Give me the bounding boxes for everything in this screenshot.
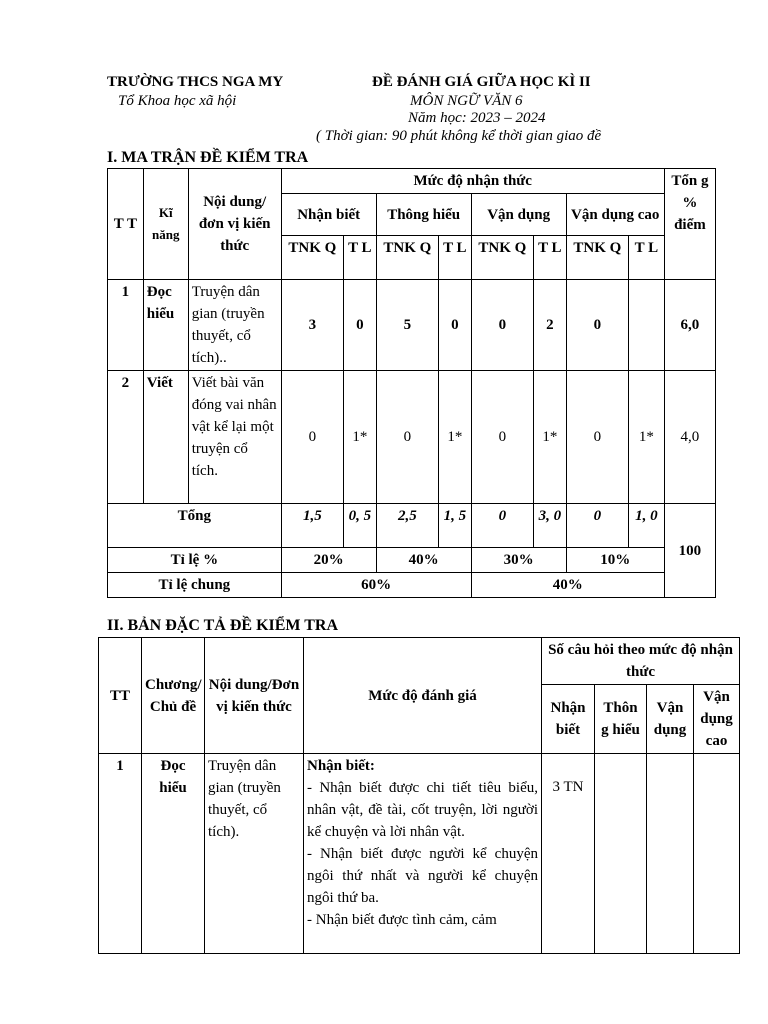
matrix-header-content: Nội dung/đơn vị kiến thức (188, 169, 281, 280)
matrix-general-row (108, 573, 716, 598)
matrix-cell: 1* (343, 371, 376, 504)
matrix-grand-total: 100 (664, 504, 715, 598)
matrix-header-total: Tổn g % điểm (664, 169, 715, 280)
spec-row-tt: 1 (99, 754, 142, 954)
spec-row-assessment (304, 754, 542, 954)
matrix-sum-cell: 1, 0 (628, 504, 664, 548)
matrix-row-tt: 2 (108, 371, 144, 504)
spec-header-chapter: Chương/ Chủ đề (142, 638, 205, 754)
matrix-sum-cell: 0 (471, 504, 533, 548)
department-name: Tổ Khoa học xã hội (118, 93, 237, 109)
spec-header-recognize: Nhận biết (542, 685, 595, 754)
matrix-cell: 0 (471, 280, 533, 371)
spec-row-apply (647, 754, 694, 954)
spec-row-chapter: Đọc hiểu (142, 754, 205, 954)
spec-row-understand (595, 754, 647, 954)
matrix-header-understand: Thông hiểu (376, 194, 471, 236)
matrix-header-apply: Vận dụng (471, 194, 566, 236)
section-2-title: II. BẢN ĐẶC TẢ ĐỀ KIỂM TRA (107, 617, 338, 634)
matrix-cell: 1* (628, 371, 664, 504)
matrix-sum-cell: 0 (566, 504, 628, 548)
school-name: TRƯỜNG THCS NGA MY (107, 74, 284, 90)
spec-row (99, 754, 740, 954)
matrix-sum-row (108, 504, 716, 548)
matrix-cell: 2 (533, 280, 566, 371)
matrix-cell: 0 (566, 280, 628, 371)
matrix-row-skill: Đọc hiểu (143, 280, 188, 371)
assessment-line: - Nhận biết được tình cảm, cảm (307, 912, 497, 928)
section-1-title: I. MA TRẬN ĐỀ KIỂM TRA (107, 149, 309, 166)
spec-header-question-count: Số câu hỏi theo mức độ nhận thức (542, 638, 740, 685)
matrix-header-tnkq: TNK Q (471, 236, 533, 280)
matrix-ratio-label: Tỉ lệ % (108, 548, 282, 573)
spec-header-apply-high: Vận dụng cao (694, 685, 740, 754)
matrix-sum-cell: 1,5 (281, 504, 343, 548)
matrix-row-content: Truyện dân gian (truyền thuyết, cổ tích).. (188, 280, 281, 371)
matrix-row-total: 4,0 (664, 371, 715, 504)
spec-header-apply: Vận dụng (647, 685, 694, 754)
exam-time: ( Thời gian: 90 phút không kể thời gian giao đề (316, 128, 602, 144)
matrix-row (108, 371, 716, 504)
matrix-cell: 0 (471, 371, 533, 504)
spec-row-content: Truyện dân gian (truyền thuyết, cổ tích). (205, 754, 304, 954)
matrix-sum-cell: 2,5 (376, 504, 438, 548)
matrix-header-skill: Kĩ năng (143, 169, 188, 280)
matrix-cell (628, 280, 664, 371)
spec-header-tt: TT (99, 638, 142, 754)
matrix-cell: 1* (438, 371, 471, 504)
matrix-header-tl: T L (438, 236, 471, 280)
matrix-header-tl: T L (533, 236, 566, 280)
matrix-header-recognize: Nhận biết (281, 194, 376, 236)
matrix-header-apply-high: Vận dụng cao (566, 194, 664, 236)
matrix-cell: 0 (376, 371, 438, 504)
matrix-row-content: Viết bài văn đóng vai nhân vật kể lại một truyện cổ tích. (188, 371, 281, 504)
spec-header-content: Nội dung/Đơn vị kiến thức (205, 638, 304, 754)
matrix-row-skill: Viết (143, 371, 188, 504)
matrix-header-level: Mức độ nhận thức (281, 169, 664, 194)
matrix-ratio-cell: 30% (471, 548, 566, 573)
spec-row-apply-high (694, 754, 740, 954)
matrix-header-tnkq: TNK Q (566, 236, 628, 280)
matrix-ratio-cell: 20% (281, 548, 376, 573)
matrix-header-tl: T L (343, 236, 376, 280)
matrix-header-tnkq: TNK Q (281, 236, 343, 280)
matrix-header-tnkq: TNK Q (376, 236, 438, 280)
matrix-cell: 0 (438, 280, 471, 371)
exam-title: ĐỀ ĐÁNH GIÁ GIỮA HỌC KÌ II (372, 74, 591, 90)
assessment-title: Nhận biết: (307, 758, 375, 774)
matrix-general-label: Tỉ lệ chung (108, 573, 282, 598)
specification-table (98, 637, 740, 954)
matrix-cell: 1* (533, 371, 566, 504)
matrix-sum-cell: 0, 5 (343, 504, 376, 548)
matrix-sum-cell: 3, 0 (533, 504, 566, 548)
matrix-general-cell: 60% (281, 573, 471, 598)
matrix-ratio-cell: 10% (566, 548, 664, 573)
matrix-header-tt: T T (108, 169, 144, 280)
matrix-row-total: 6,0 (664, 280, 715, 371)
assessment-line: - Nhận biết được chi tiết tiêu biểu, nhân vật, đề tài, cốt truyện, lời người kể chuyện và lời nhân vật. (307, 780, 538, 840)
matrix-cell: 5 (376, 280, 438, 371)
matrix-header-tl: T L (628, 236, 664, 280)
matrix-cell: 0 (281, 371, 343, 504)
matrix-row-tt: 1 (108, 280, 144, 371)
matrix-ratio-row (108, 548, 716, 573)
matrix-row (108, 280, 716, 371)
subject: MÔN NGỮ VĂN 6 (410, 93, 523, 109)
assessment-line: - Nhận biết được người kể chuyện ngôi thứ nhất và người kể chuyện ngôi thứ ba. (307, 846, 538, 906)
spec-row-recognize: 3 TN (542, 754, 595, 954)
matrix-cell: 0 (343, 280, 376, 371)
spec-header-assessment: Mức độ đánh giá (304, 638, 542, 754)
matrix-ratio-cell: 40% (376, 548, 471, 573)
matrix-sum-cell: 1, 5 (438, 504, 471, 548)
school-year: Năm học: 2023 – 2024 (408, 110, 546, 126)
matrix-general-cell: 40% (471, 573, 664, 598)
matrix-sum-label: Tổng (108, 504, 282, 548)
matrix-table (107, 168, 716, 598)
matrix-cell: 0 (566, 371, 628, 504)
spec-header-understand: Thôn g hiểu (595, 685, 647, 754)
matrix-cell: 3 (281, 280, 343, 371)
